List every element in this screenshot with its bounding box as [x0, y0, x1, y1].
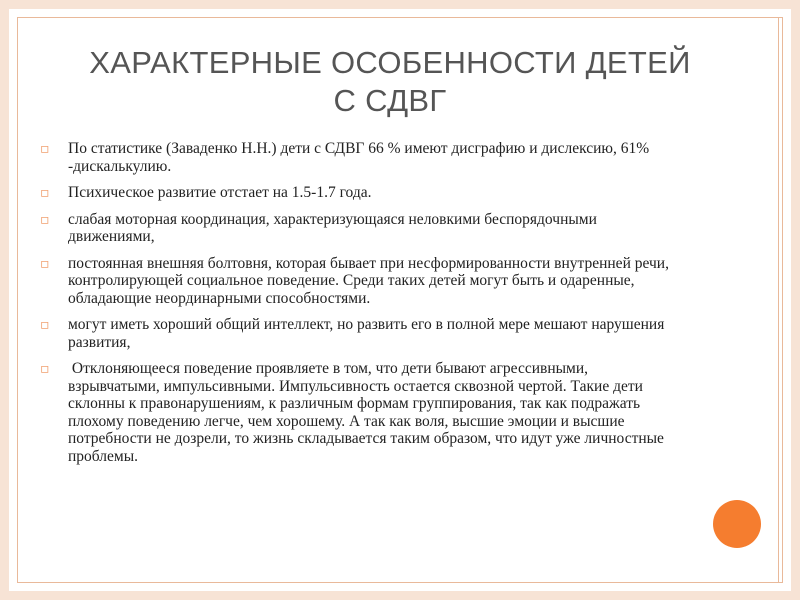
- slide-title: [40, 44, 740, 120]
- list-item: [40, 255, 680, 308]
- bullet-icon: ▫: [40, 185, 50, 201]
- list-item: [40, 184, 680, 202]
- list-item-text: постоянная внешняя болтовня, которая бывает при несформированности внутренней речи, контролирующей социальное поведение. Среди таких детей могут быть и одаренные, обладающие неординарными способностями.: [68, 254, 669, 307]
- bullet-icon: ▫: [40, 211, 50, 228]
- bullet-icon: ▫: [40, 317, 50, 333]
- bullet-icon: ▫: [40, 255, 50, 272]
- title-line-1: ХАРАКТЕРНЫЕ ОСОБЕННОСТИ ДЕТЕЙ: [89, 45, 691, 80]
- slide-right-rule: [778, 17, 779, 583]
- decorative-circle: [713, 500, 761, 548]
- list-item: [40, 211, 680, 246]
- list-item: [40, 316, 680, 351]
- list-item-text: Отклоняющееся поведение проявляете в том, что дети бывают агрессивными, взрывчатыми, импульсивными. Импульсивность остается сквозной чертой. Такие дети склонны к правонарушениям, к различным формам группирования, так как подражать плохому поведению легче, чем хорошему. А так как воля, высшие эмоции и высшие потребности не дозрели, то жизнь складывается таким образом, что идут уже личностные проблемы.: [68, 360, 668, 465]
- bullet-icon: ▫: [40, 141, 50, 157]
- list-item: [40, 360, 680, 465]
- bullet-list: [40, 140, 680, 474]
- title-line-2: С СДВГ: [333, 83, 447, 118]
- bullet-icon: ▫: [40, 361, 50, 377]
- list-item-text: могут иметь хороший общий интеллект, но развить его в полной мере мешают нарушения развития,: [68, 316, 665, 351]
- list-item-text: слабая моторная координация, характеризующаяся неловкими беспорядочными движениями,: [68, 210, 597, 245]
- list-item-text: По статистике (Заваденко Н.Н.) дети с СДВГ 66 % имеют дисграфию и дислексию, 61% -дискалькулию.: [68, 140, 650, 175]
- list-item: [40, 140, 680, 175]
- list-item-text: Психическое развитие отстает на 1.5-1.7 года.: [68, 184, 372, 201]
